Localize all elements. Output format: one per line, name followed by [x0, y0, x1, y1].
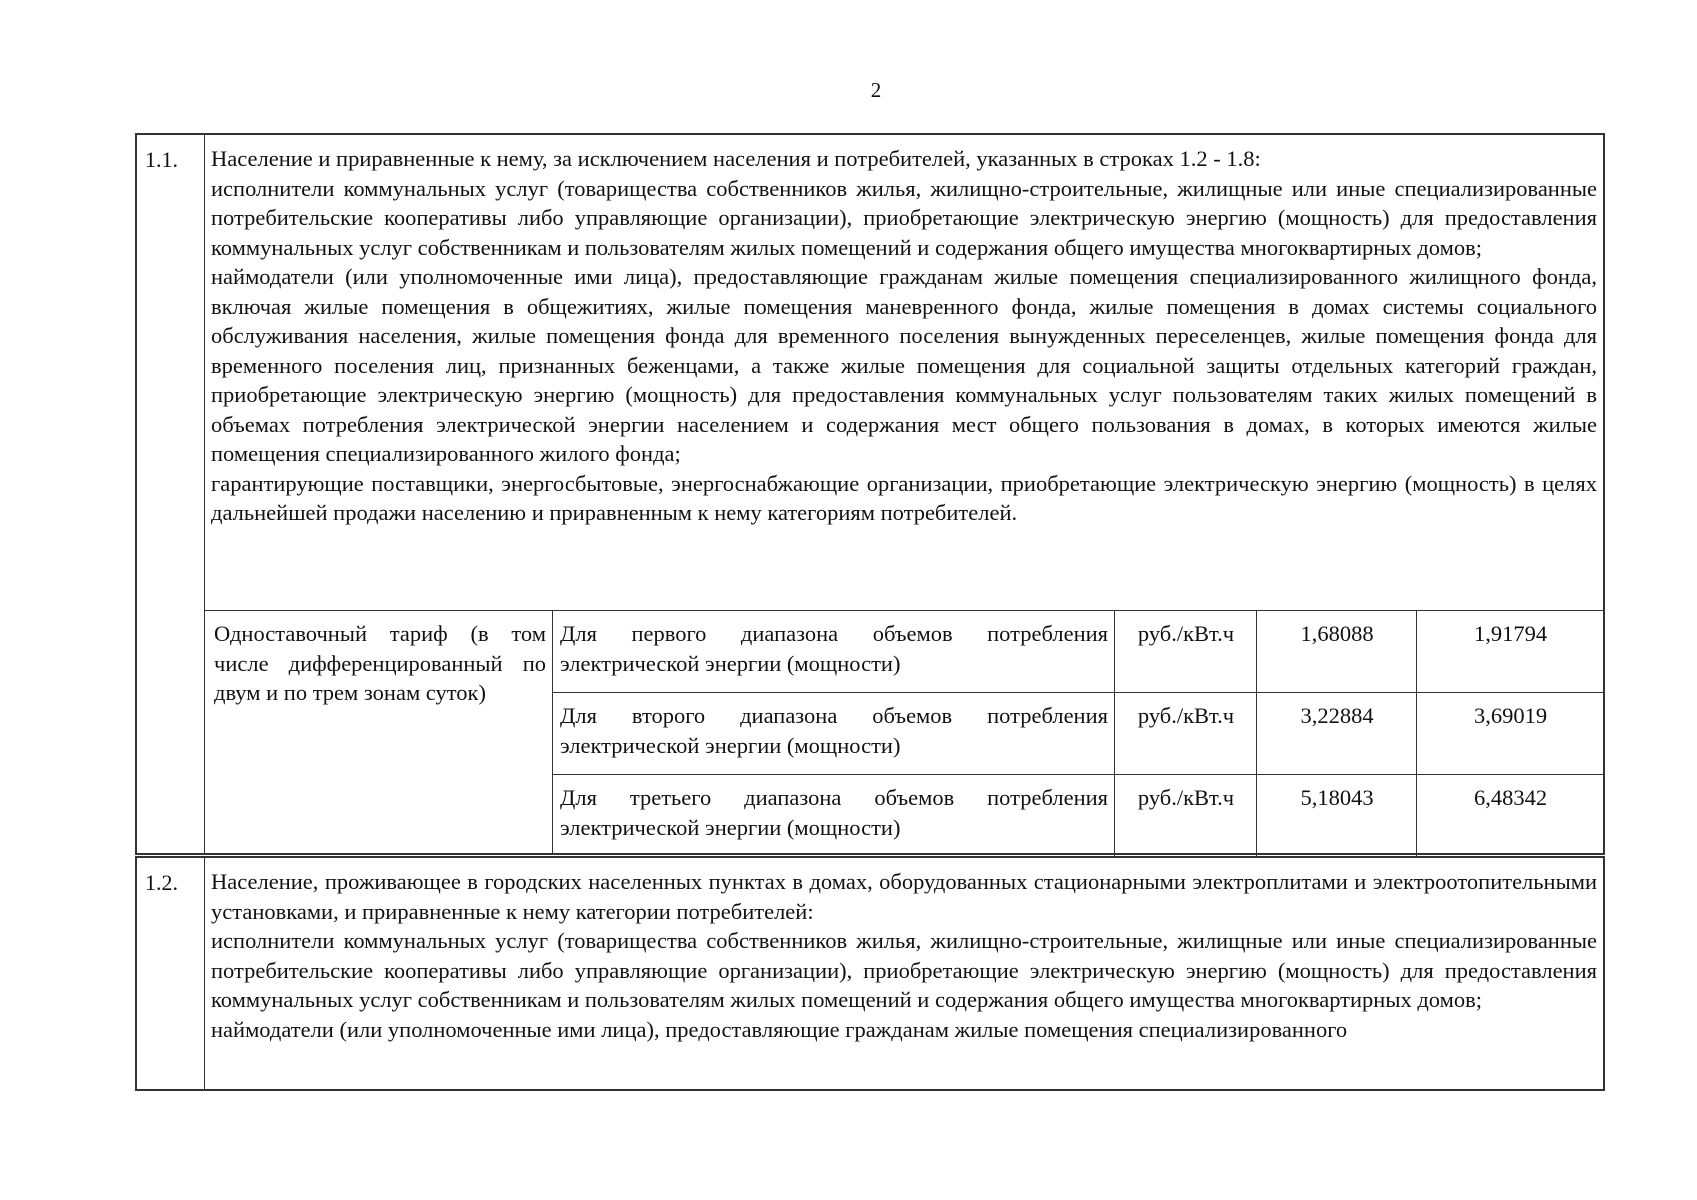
table-row — [553, 611, 1603, 693]
consumption-range: Для третьего диапазона объемов потребления электрической энергии (мощности) — [553, 775, 1115, 857]
tariff-value-second-half: 1,91794 — [1473, 621, 1548, 646]
description-paragraph: Население и приравненные к нему, за исключением населения и потребителей, указанных в строках 1.2 - 1.8: — [211, 146, 1261, 171]
description-paragraph: гарантирующие поставщики, энергосбытовые, энергоснабжающие организации, приобретающие электрическую энергию (мощность) в целях дальнейшей продажи населению и приравненным к нему категориям потребителей. — [211, 470, 1597, 525]
description-paragraph: наймодатели (или уполномоченные ими лица), предоставляющие гражданам жилые помещения специализированного жилищного фонда, включая жилые помещения в общежитиях, жилые помещения маневренного фонда, жилые помещения в домах системы социального обслуживания населения, жилые помещения фонда для временного поселения вынужденных переселенцев, жилые помещения фонда для временного поселения лиц, признанных беженцами, а также жилые помещения для социальной защиты отдельных категорий граждан, приобретающие электрическую энергию (мощность) для предоставления коммунальных услуг пользователям таких жилых помещений в объемах потребления электрической энергии населением и содержания мест общего пользования в домах, в которых имеются жилые помещения специализированного жилого фонда; — [211, 264, 1597, 466]
tariff-value-first-half: 1,68088 — [1257, 611, 1417, 692]
tariff-value-first-half: 5,18043 — [1257, 775, 1417, 857]
tariff-value-first-half: 3,22884 — [1257, 693, 1417, 774]
tariff-section-1-2 — [135, 856, 1605, 1091]
row-number: 1.1. — [137, 135, 205, 853]
unit: руб./кВт.ч — [1115, 693, 1257, 774]
unit: руб./кВт.ч — [1115, 775, 1257, 857]
description-paragraph: Население, проживающее в городских населенных пунктах в домах, оборудованных стационарными электроплитами и электроотопительными установками, и приравненные к нему категории потребителей: — [211, 869, 1597, 924]
tariff-type-label: Одноставочный тариф (в том числе дифференцированный по двум и по трем зонам суток) — [205, 611, 553, 853]
tariff-table — [205, 610, 1603, 853]
table-row — [553, 775, 1603, 857]
description-paragraph: исполнители коммунальных услуг (товарищества собственников жилья, жилищно-строительные, жилищные или иные специализированные потребительские кооперативы либо управляющие организации), приобретающие электрическую энергию (мощность) для предоставления коммунальных услуг собственникам и пользователям жилых помещений и содержания общего имущества многоквартирных домов; — [211, 175, 1597, 260]
consumption-range: Для первого диапазона объемов потребления электрической энергии (мощности) — [553, 611, 1115, 692]
description-paragraph: исполнители коммунальных услуг (товарищества собственников жилья, жилищно-строительные, жилищные или иные специализированные потребительские кооперативы либо управляющие организации), приобретающие электрическую энергию (мощность) для предоставления коммунальных услуг собственникам и пользователям жилых помещений и содержания общего имущества многоквартирных домов; — [211, 928, 1597, 1012]
page-number: 2 — [870, 78, 882, 102]
unit: руб./кВт.ч — [1115, 611, 1257, 692]
tariff-value-second-half: 3,69019 — [1473, 703, 1548, 728]
tariff-value-second-half: 6,48342 — [1473, 785, 1548, 810]
consumer-description — [211, 144, 1597, 528]
table-row — [553, 693, 1603, 775]
tariff-rows — [553, 611, 1603, 853]
row-number: 1.2. — [137, 858, 205, 1089]
tariff-section-1-1 — [135, 133, 1605, 855]
consumption-range: Для второго диапазона объемов потребления электрической энергии (мощности) — [553, 693, 1115, 774]
consumer-description — [211, 867, 1597, 1044]
description-paragraph: наймодатели (или уполномоченные ими лица), предоставляющие гражданам жилые помещения специализированного — [211, 1016, 1348, 1042]
